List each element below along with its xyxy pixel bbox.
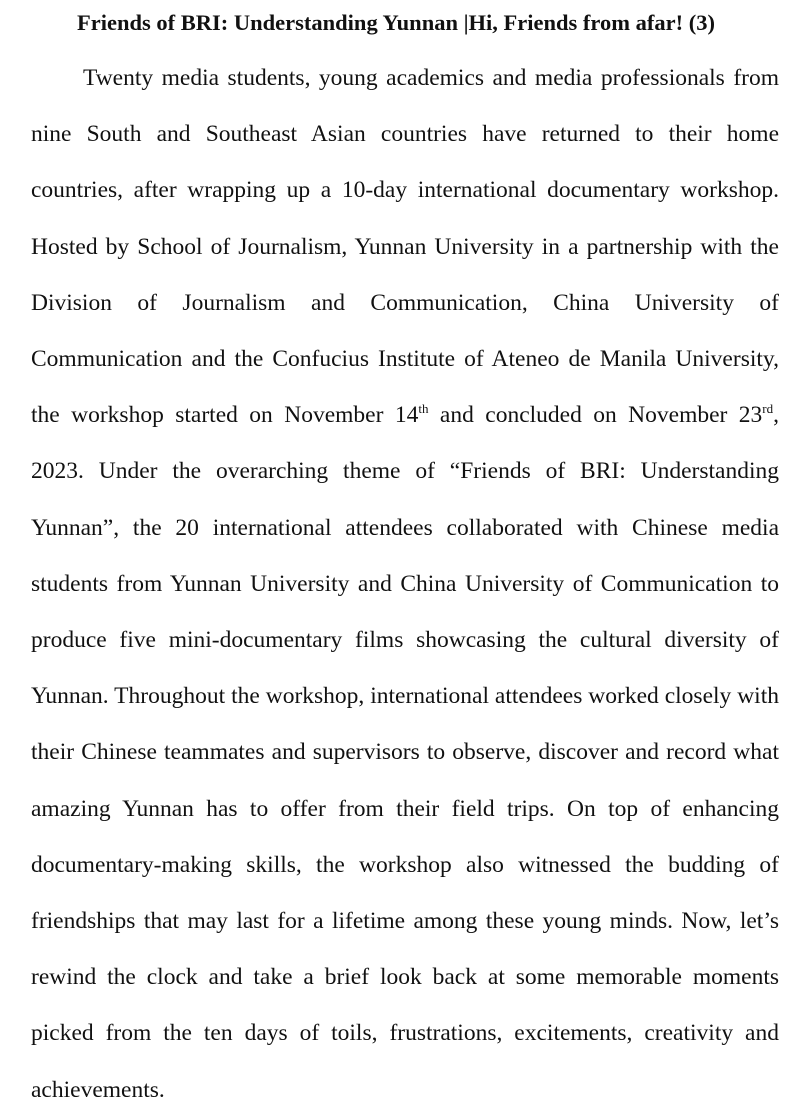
- paragraph-text-part-3: , 2023. Under the overarching theme of “Friends of BRI: Understanding Yunnan”, the 20 international attendees collaborated with Chinese media students from Yunnan University and China University of Communication to produce five mini-documentary films showcasing the cultural diversity of Yunnan. Throughout the workshop, international attendees worked closely with their Chinese teammates and supervisors to observe, discover and record what amazing Yunnan has to offer from their field trips. On top of enhancing documentary-making skills, the workshop also witnessed the budding of friendships that may last for a lifetime among these young minds. Now, let’s rewind the clock and take a brief look back at some memorable moments picked from the ten days of toils, frustrations, excitements, creativity and achievements.: [31, 402, 780, 1103]
- paragraph-text-part-2: and concluded on November 23: [428, 402, 763, 429]
- ordinal-suffix-th: th: [418, 401, 429, 417]
- paragraph-text-part-1: Twenty media students, young academics and media professionals from nine South and Southeast Asian countries have returned to their home countries, after wrapping up a 10-day international documentary workshop. Hosted by School of Journalism, Yunnan University in a partnership with the Division of Journalism and Communication, China University of Communication and the Confucius Institute of Ateneo de Manila University, the workshop started on November 14: [31, 65, 779, 429]
- document-title: Friends of BRI: Understanding Yunnan |Hi, Friends from afar! (3): [77, 10, 715, 35]
- ordinal-suffix-rd: rd: [762, 401, 774, 417]
- body-paragraph: [31, 50, 779, 1118]
